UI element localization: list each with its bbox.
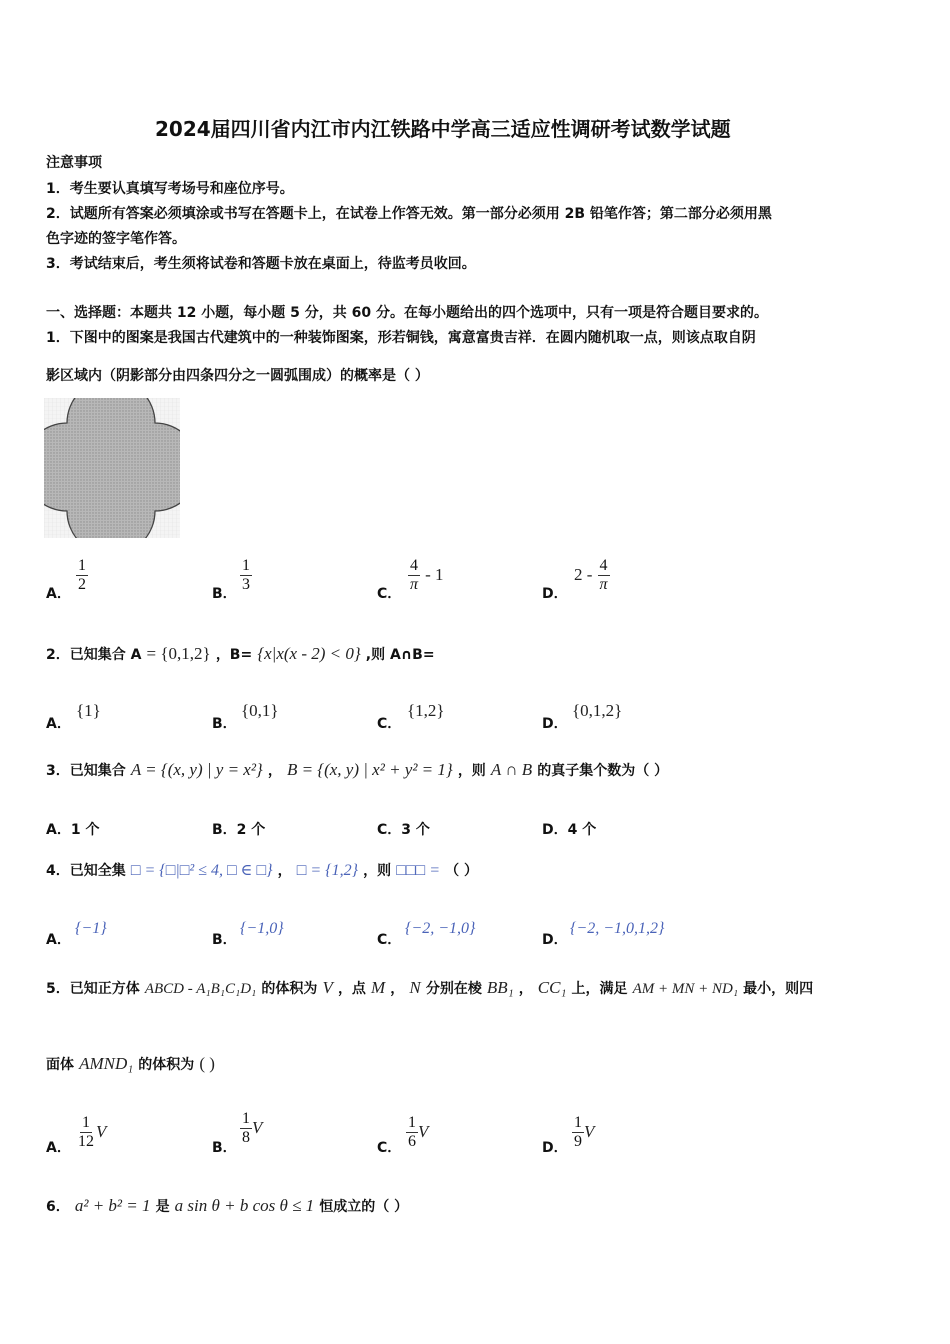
notice-item: 2．试题所有答案必须填涂或书写在答题卡上，在试卷上作答无效。第一部分必须用 2B 铅笔作答；第二部分必须用黑 bbox=[46, 206, 772, 222]
q1-option-c[interactable] bbox=[408, 557, 444, 594]
q1-option-a-label: A． bbox=[46, 586, 71, 602]
fraction-numerator: 4 bbox=[599, 557, 608, 574]
fraction-denominator: 6 bbox=[408, 1133, 416, 1150]
q2-stem bbox=[46, 644, 435, 664]
q4-option-a-label: A． bbox=[46, 932, 71, 948]
q2-option-d-label: D． bbox=[542, 716, 568, 732]
q6-condition: a² + b² = 1 bbox=[74, 1196, 151, 1215]
q5-cube: ABCD - A₁B₁C₁D₁ bbox=[144, 981, 257, 997]
q1-option-d-label: D． bbox=[542, 586, 568, 602]
q4-mid: ，则 bbox=[363, 863, 392, 879]
option-value: 3 个 bbox=[401, 822, 430, 838]
option-tail: - 1 bbox=[425, 565, 444, 584]
q5-option-d-label: D． bbox=[542, 1140, 568, 1156]
q1-stem-line1: 1．下图中的图案是我国古代建筑中的一种装饰图案，形若铜钱，寓意富贵吉祥．在圆内随机取一点，则该点取自阴 bbox=[46, 330, 756, 346]
q5-stem-line2 bbox=[46, 1054, 215, 1074]
option-label: B． bbox=[212, 822, 237, 838]
q2-option-d[interactable]: {0,1,2} bbox=[572, 701, 623, 720]
q1-stem-line2: 影区域内（阴影部分由四条四分之一圆弧围成）的概率是（ ） bbox=[46, 368, 429, 384]
q3-set-b: B = {(x, y) | x² + y² = 1} bbox=[286, 760, 453, 779]
option-tail: V bbox=[96, 1122, 107, 1141]
notice-heading: 注意事项 bbox=[46, 155, 102, 171]
q5-sum: AM + MN + ND₁ bbox=[632, 981, 739, 997]
q2-set-a: = {0,1,2} bbox=[146, 644, 211, 663]
q6-stem bbox=[46, 1196, 408, 1216]
q4-option-d[interactable]: {−2, −1,0,1,2} bbox=[570, 920, 665, 937]
q5-text: ， bbox=[390, 981, 405, 997]
option-label: C． bbox=[377, 822, 402, 838]
q5-text: 最小，则四 bbox=[743, 981, 814, 997]
q5-tetrahedron: AMND₁ bbox=[79, 1054, 134, 1073]
page-title: 2024届四川省内江市内江铁路中学高三适应性调研考试数学试题 bbox=[155, 117, 731, 141]
fraction-denominator: 12 bbox=[78, 1133, 94, 1150]
fraction-numerator: 4 bbox=[410, 557, 418, 574]
q5-option-b-label: B． bbox=[212, 1140, 237, 1156]
q2-prefix: 2．已知集合 A bbox=[46, 647, 142, 663]
q3-stem bbox=[46, 760, 668, 780]
q5-paren: ( ) bbox=[199, 1054, 215, 1073]
notice-item: 色字迹的签字笔作答。 bbox=[46, 231, 186, 247]
option-tail: V bbox=[252, 1118, 263, 1137]
q3-option-d[interactable] bbox=[542, 819, 596, 839]
q4-prefix: 4．已知全集 bbox=[46, 863, 126, 879]
q5-point-n: N bbox=[409, 978, 421, 997]
q6-prefix: 6． bbox=[46, 1199, 70, 1215]
q1-option-d[interactable] bbox=[574, 557, 610, 594]
q5-stem-line1 bbox=[46, 978, 813, 998]
option-label: A． bbox=[46, 822, 71, 838]
fraction-numerator: 1 bbox=[242, 1110, 250, 1127]
option-value: 1 个 bbox=[70, 822, 100, 838]
fraction-denominator: π bbox=[410, 576, 419, 593]
q3-prefix: 3．已知集合 bbox=[46, 763, 126, 779]
q4-expr: □□□ = bbox=[396, 862, 441, 879]
option-prefix: 2 - bbox=[574, 565, 593, 584]
q5-text: ，点 bbox=[337, 981, 366, 997]
option-label: D． bbox=[542, 822, 568, 838]
q5-edge-bb1: BB₁ bbox=[486, 978, 514, 997]
q3-sep: ， bbox=[267, 763, 282, 779]
q5-text: 上，满足 bbox=[571, 981, 628, 997]
option-tail: V bbox=[584, 1122, 595, 1141]
q6-mid: 是 bbox=[155, 1199, 170, 1215]
fraction-denominator: π bbox=[599, 576, 608, 593]
q2-option-c[interactable]: {1,2} bbox=[407, 701, 445, 720]
q5-point-m: M bbox=[371, 978, 386, 997]
q2-option-a-label: A． bbox=[46, 716, 71, 732]
fraction-denominator: 3 bbox=[242, 576, 250, 593]
fraction-numerator: 1 bbox=[78, 557, 86, 574]
q1-option-b[interactable] bbox=[240, 557, 252, 594]
q4-option-d-label: D． bbox=[542, 932, 568, 948]
q3-mid: ，则 bbox=[457, 763, 486, 779]
q2-option-c-label: C． bbox=[377, 716, 402, 732]
option-value: 4 个 bbox=[567, 822, 597, 838]
q3-set-a: A = {(x, y) | y = x²} bbox=[130, 760, 263, 779]
q4-option-b-label: B． bbox=[212, 932, 237, 948]
q3-option-b[interactable] bbox=[212, 819, 265, 839]
notice-item: 1．考生要认真填写考场号和座位序号。 bbox=[46, 181, 294, 197]
q5-option-d[interactable] bbox=[572, 1114, 594, 1151]
q4-option-b[interactable]: {−1,0} bbox=[240, 920, 284, 937]
q5-text: 面体 bbox=[46, 1057, 74, 1073]
q2-option-a[interactable]: {1} bbox=[76, 701, 101, 720]
q5-text: 的体积为 bbox=[261, 981, 318, 997]
q5-option-a[interactable] bbox=[76, 1114, 106, 1151]
q6-inequality: a sin θ + b cos θ ≤ 1 bbox=[174, 1196, 315, 1215]
q2-suffix: ,则 A∩B= bbox=[365, 647, 435, 663]
q5-option-c-label: C． bbox=[377, 1140, 402, 1156]
notice-item: 3．考试结束后，考生须将试卷和答题卡放在桌面上，待监考员收回。 bbox=[46, 256, 476, 272]
fraction-numerator: 1 bbox=[242, 557, 250, 574]
fraction-denominator: 8 bbox=[242, 1129, 250, 1146]
q5-edge-cc1: CC₁ bbox=[537, 978, 567, 997]
q1-option-c-label: C． bbox=[377, 586, 402, 602]
q2-option-b[interactable]: {0,1} bbox=[241, 701, 279, 720]
q2-option-b-label: B． bbox=[212, 716, 237, 732]
q3-option-a[interactable] bbox=[46, 819, 99, 839]
q3-option-c[interactable] bbox=[377, 819, 430, 839]
option-tail: V bbox=[418, 1122, 429, 1141]
fraction-numerator: 1 bbox=[574, 1114, 582, 1131]
q1-option-a[interactable] bbox=[76, 557, 88, 594]
q4-sep: ， bbox=[277, 863, 292, 879]
q5-text: 的体积为 bbox=[138, 1057, 195, 1073]
option-value: 2 个 bbox=[236, 822, 266, 838]
fraction-denominator: 2 bbox=[78, 576, 86, 593]
q4-set-u: □ = {□|□² ≤ 4, □ ∈ □} bbox=[130, 862, 273, 879]
q5-option-a-label: A． bbox=[46, 1140, 71, 1156]
fraction-numerator: 1 bbox=[82, 1114, 90, 1131]
q2-set-b: {x|x(x - 2) < 0} bbox=[257, 644, 361, 663]
q5-text: ， bbox=[518, 981, 533, 997]
q5-volume: V bbox=[322, 978, 333, 997]
q4-option-c-label: C． bbox=[377, 932, 402, 948]
q5-option-b[interactable] bbox=[240, 1110, 262, 1147]
q4-option-c[interactable]: {−2, −1,0} bbox=[405, 920, 476, 937]
q6-suffix: 恒成立的（ ） bbox=[319, 1199, 409, 1215]
q4-stem bbox=[46, 860, 478, 880]
q4-set-b: □ = {1,2} bbox=[296, 862, 359, 879]
q5-option-c[interactable] bbox=[406, 1114, 428, 1151]
q1-option-b-label: B． bbox=[212, 586, 237, 602]
q4-option-a[interactable]: {−1} bbox=[75, 920, 107, 937]
fraction-denominator: 9 bbox=[574, 1133, 582, 1150]
coin-pattern-figure bbox=[44, 398, 180, 538]
section-heading: 一、选择题：本题共 12 小题，每小题 5 分，共 60 分。在每小题给出的四个选项中，只有一项是符合题目要求的。 bbox=[46, 305, 768, 321]
q5-text: 分别在棱 bbox=[425, 981, 482, 997]
q4-suffix: （ ） bbox=[445, 863, 478, 879]
fraction-numerator: 1 bbox=[408, 1114, 416, 1131]
q3-suffix: 的真子集个数为（ ） bbox=[537, 763, 669, 779]
q5-prefix: 5．已知正方体 bbox=[46, 981, 140, 997]
q2-mid: ，B= bbox=[215, 647, 253, 663]
q3-expr: A ∩ B bbox=[490, 760, 533, 779]
